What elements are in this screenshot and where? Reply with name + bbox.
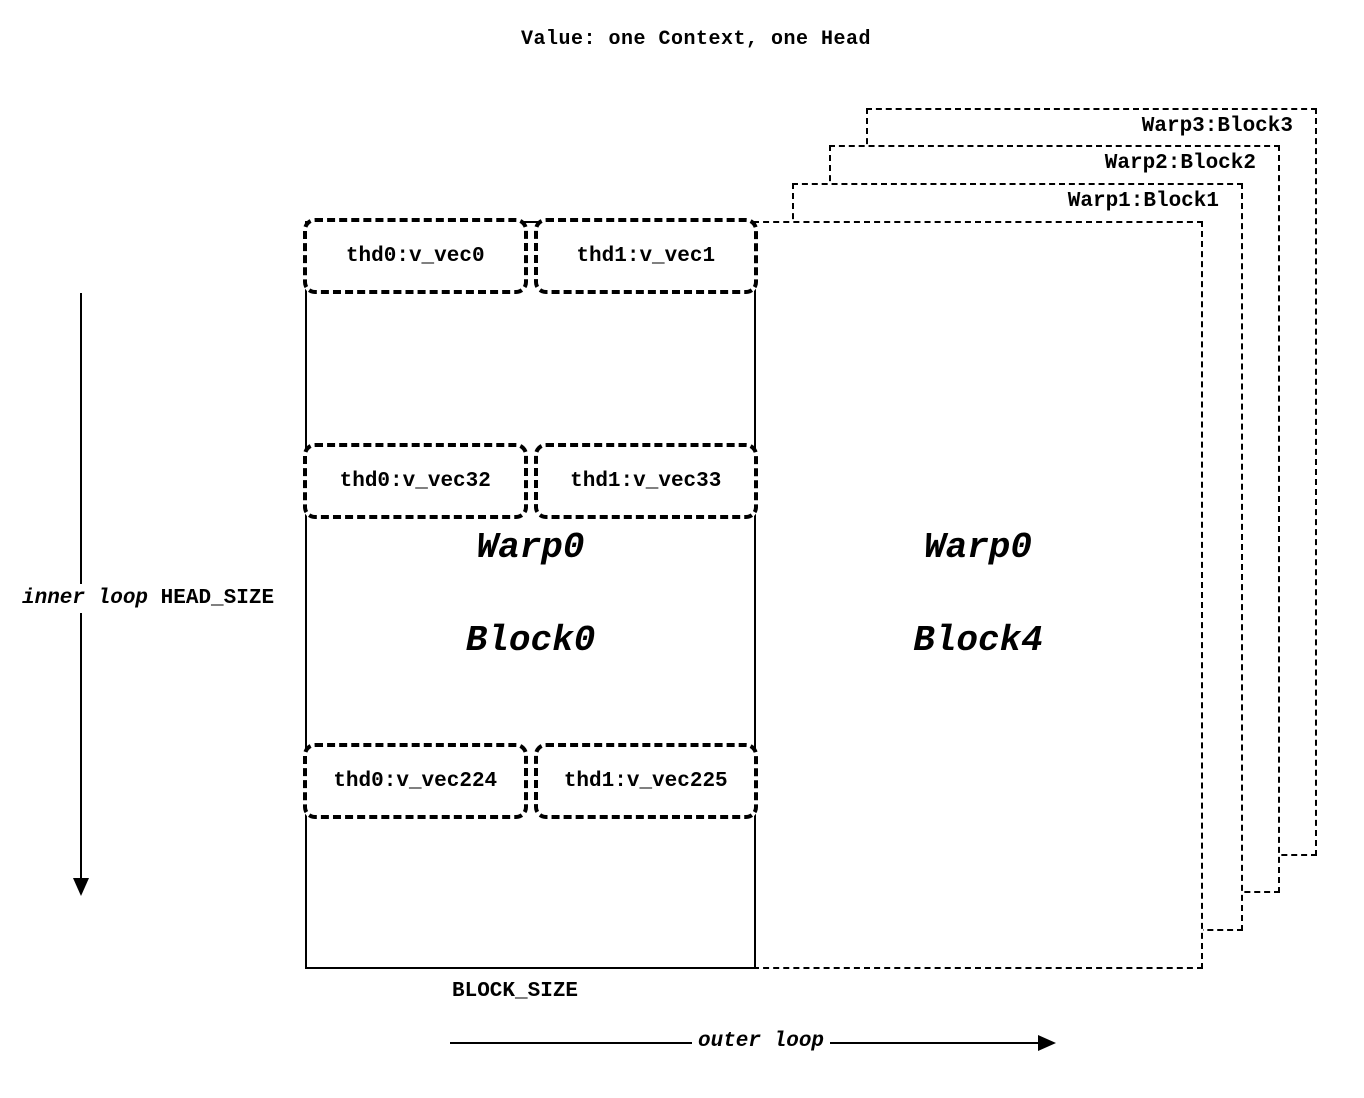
thread-cell: thd1:v_vec225 [534,743,759,819]
warp0-block4-warp-text: Warp0 [923,526,1033,568]
outer-loop-label: outer loop [692,1030,830,1053]
diagram-title: Value: one Context, one Head [520,28,872,51]
thread-cell: thd0:v_vec0 [303,218,528,294]
block-size-label: BLOCK_SIZE [452,980,579,1003]
warp0-block0-box [305,221,756,969]
warp0-block4-label [913,478,1043,712]
warp0-block4-box [753,221,1203,969]
inner-loop-head-size-label [18,584,278,613]
thread-cell: thd0:v_vec224 [303,743,528,819]
thread-cell-row [303,218,758,294]
inner-loop-arrowhead-icon [73,878,89,896]
warp0-block4-block-text: Block4 [913,620,1043,662]
warp3-block3-label: Warp3:Block3 [1141,115,1293,138]
outer-loop-arrowhead-icon [1038,1035,1056,1051]
thread-cell-row [303,443,758,519]
warp2-block2-label: Warp2:Block2 [1104,152,1256,175]
warp1-block1-label: Warp1:Block1 [1067,190,1219,213]
head-size-label: HEAD_SIZE [160,587,275,610]
warp0-block0-block-text: Block0 [465,620,596,662]
inner-loop-label: inner loop [22,587,149,610]
thread-cell: thd1:v_vec1 [534,218,759,294]
thread-cell: thd0:v_vec32 [303,443,528,519]
thread-cell-row [303,743,758,819]
thread-cell: thd1:v_vec33 [534,443,759,519]
warp0-block0-warp-text: Warp0 [476,526,585,568]
